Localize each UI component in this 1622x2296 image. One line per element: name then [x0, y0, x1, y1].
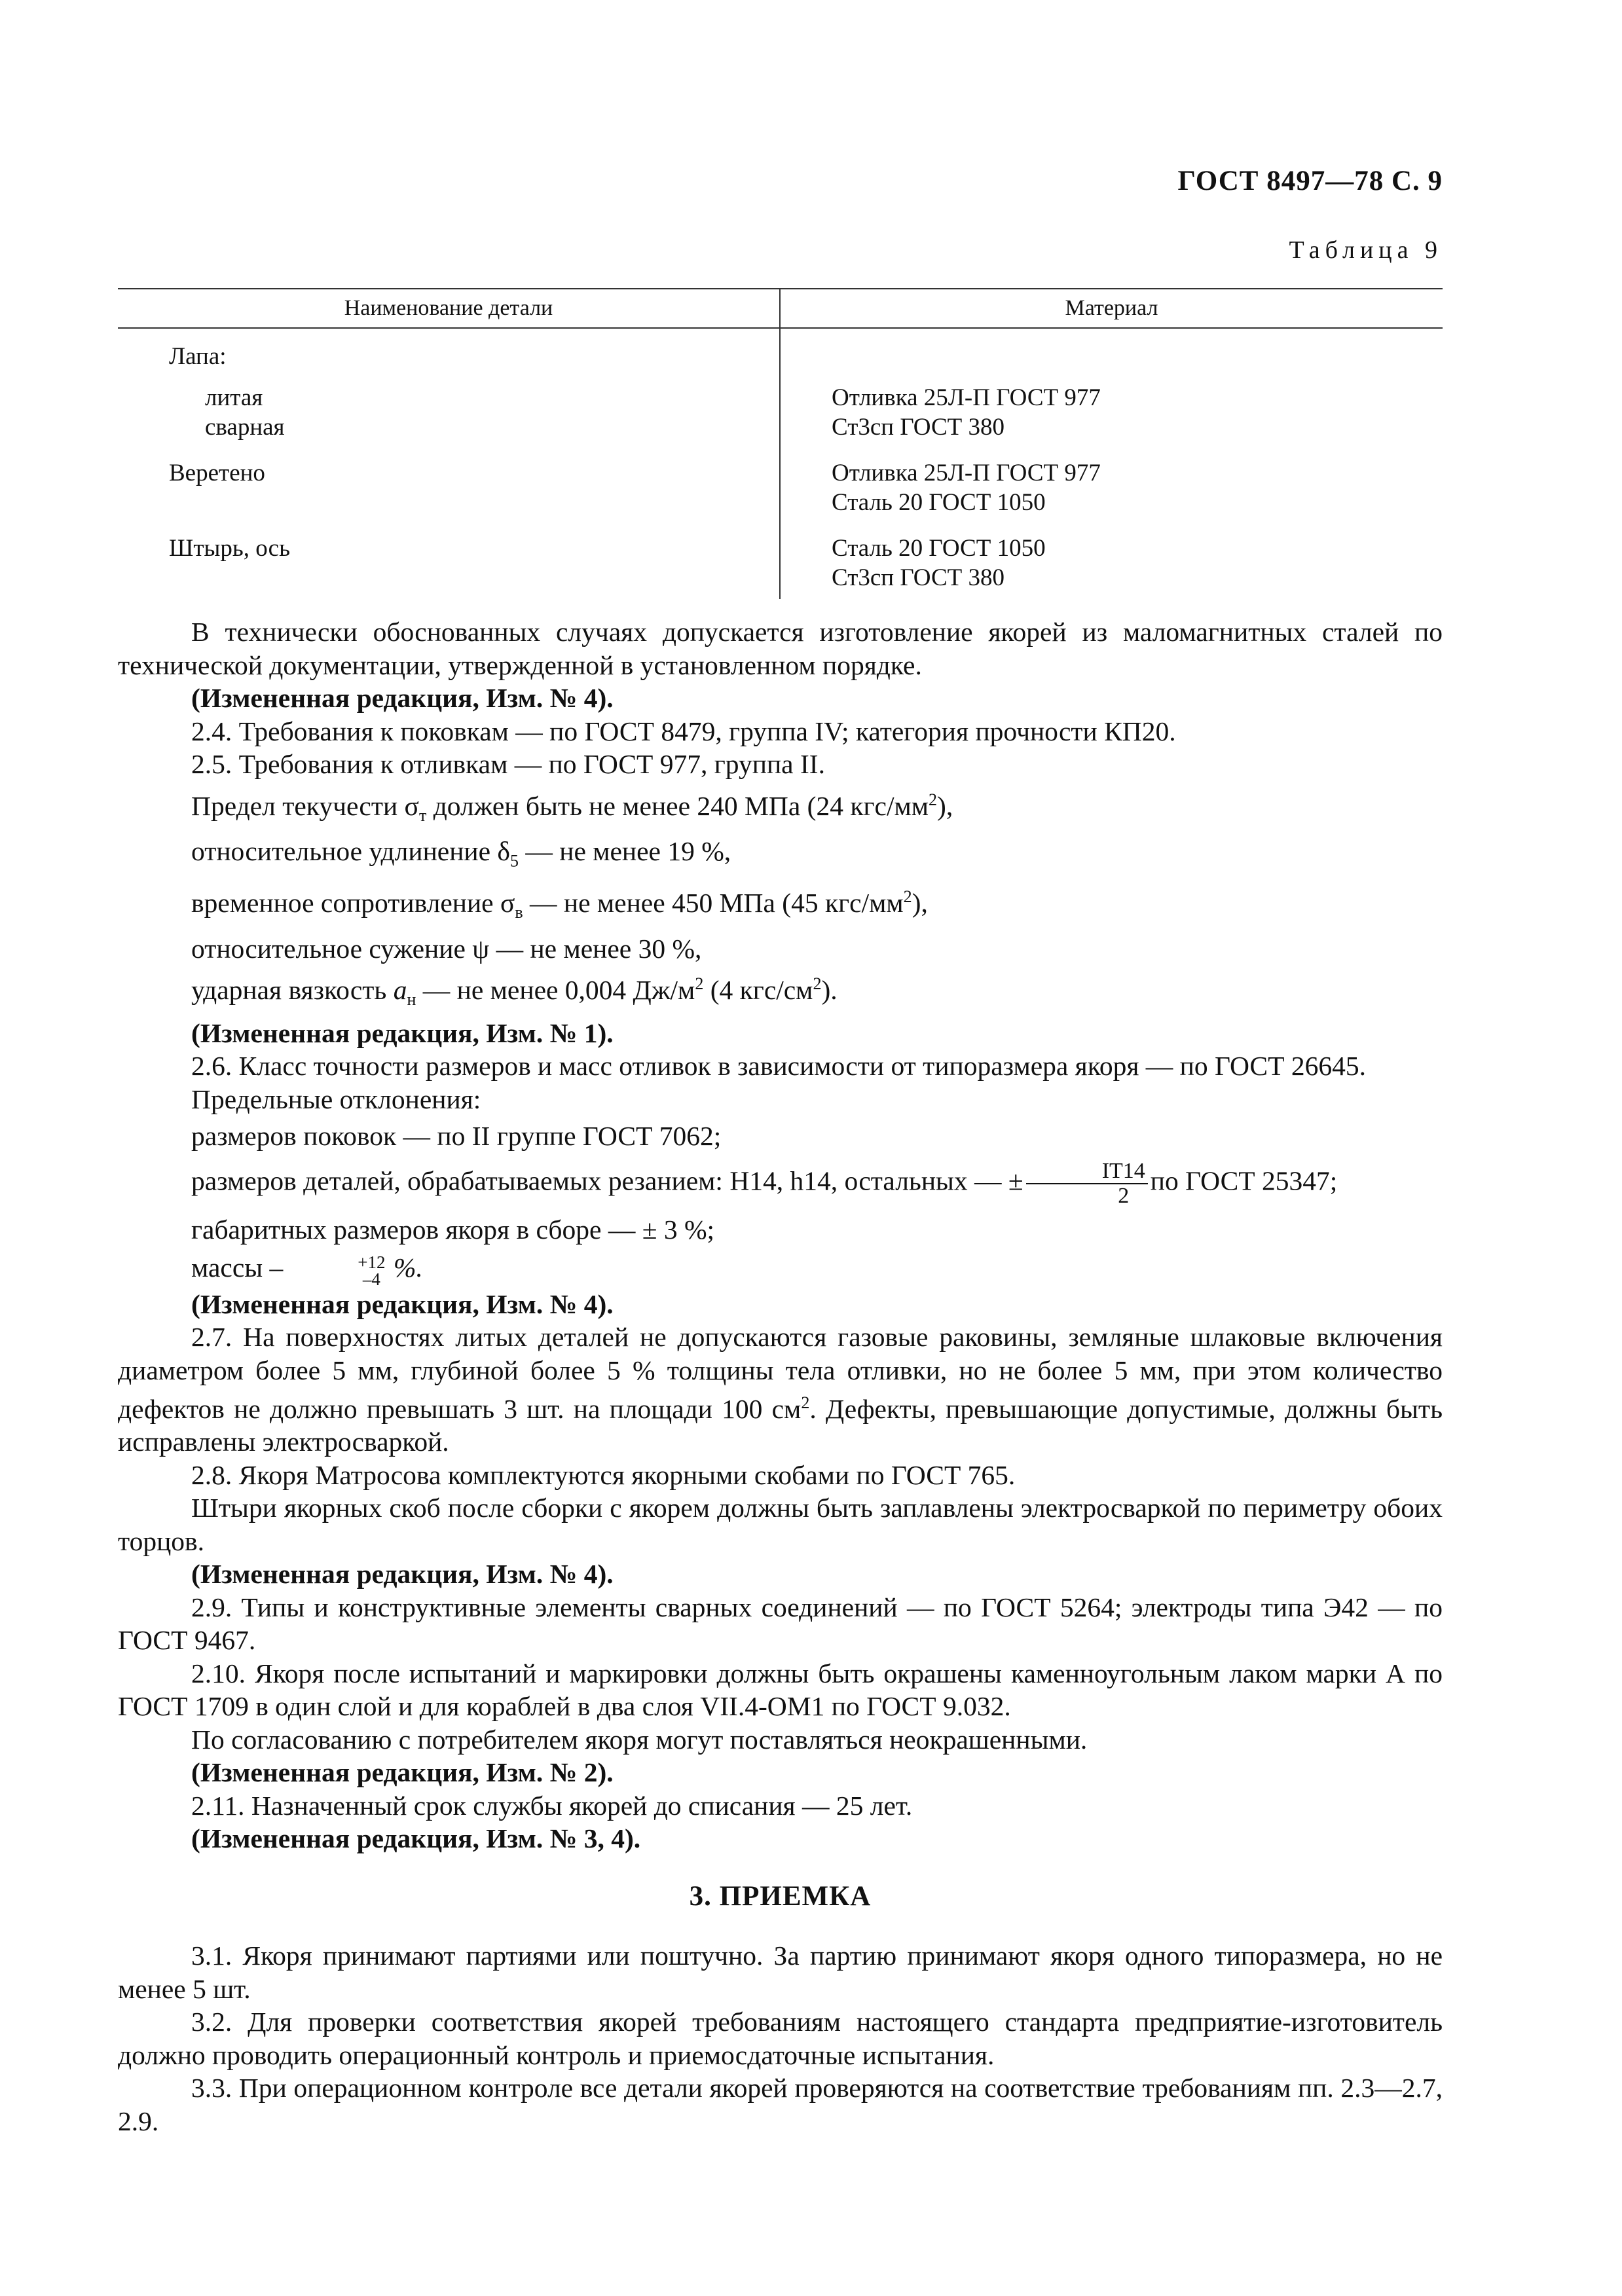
page-header: ГОСТ 8497—78 С. 9 — [1177, 166, 1443, 196]
elongation: относительное удлинение $\delta_5$ — не менее 19 %, — [191, 836, 731, 871]
table-cell-part: сварная — [205, 414, 285, 441]
body-text — [118, 615, 1443, 2138]
paragraph-2-4: 2.4. Требования к поковкам — по ГОСТ 8479, группа IV; категория прочности КП20. — [191, 716, 1176, 746]
tolerance-limits: +12 –4 — [358, 1252, 386, 1289]
table-cell-material: Сталь 20 ГОСТ 1050 — [832, 489, 1046, 516]
paragraph: габаритных размеров якоря в сборе — ± 3 %; — [191, 1214, 715, 1245]
paragraph-2-5: 2.5. Требования к отливкам — по ГОСТ 977, группа II. — [191, 749, 825, 779]
table-cell-material: Сталь 20 ГОСТ 1050 — [832, 535, 1046, 562]
revision-note: (Измененная редакция, Изм. № 1). — [191, 1017, 614, 1048]
paragraph-3-3: 3.3. При операционном контроле все детали якорей проверяются на соответствие требованиям пп. 2.3—2.7, 2.9. — [118, 2073, 1443, 2136]
table-cell-material: Отливка 25Л-П ГОСТ 977 — [832, 384, 1101, 411]
paragraph-2-7: 2.7. На поверхностях литых деталей не допускаются газовые раковины, земляные шлаковые включения диаметром более 5 мм, глубиной более 5 % толщины тела отливки, но не более 5 мм, при этом количество дефектов не должно превышать 3 шт. на площади 100 $см^2$. Дефекты, превышающие допустимые, должны быть исправлены электросваркой. — [118, 1322, 1443, 1457]
table-column-divider — [779, 288, 781, 599]
table-header-part: Наименование детали — [344, 296, 553, 320]
revision-note: (Измененная редакция, Изм. № 3, 4). — [191, 1823, 641, 1854]
paragraph-2-9: 2.9. Типы и конструктивные элементы сварных соединений — по ГОСТ 5264; электроды типа Э42 — по ГОСТ 9467. — [118, 1592, 1443, 1656]
paragraph-3-1: 3.1. Якоря принимают партиями или поштучно. За партию принимают якоря одного типоразмера, но не менее 5 шт. — [118, 1941, 1443, 2004]
table-cell-material: Отливка 25Л-П ГОСТ 977 — [832, 460, 1101, 486]
table-cell-part: Веретено — [169, 460, 265, 486]
revision-note: (Измененная редакция, Изм. № 2). — [191, 1757, 614, 1788]
tensile-strength: временное сопротивление $\sigma_в$ — не менее 450 МПа (45 кгс/$мм^2$), — [191, 886, 928, 922]
section-title: 3. ПРИЕМКА — [689, 1880, 872, 1912]
paragraph: По согласованию с потребителем якоря могут поставляться неокрашенными. — [191, 1724, 1088, 1755]
impact-toughness: ударная вязкость $а_н$ — не менее 0,004 $Дж/м^2$ (4 кгс/$см^2$). — [191, 974, 838, 1010]
table-cell-part: литая — [205, 384, 263, 411]
table-cell-material: Ст3сп ГОСТ 380 — [832, 564, 1005, 591]
paragraph-3-2: 3.2. Для проверки соответствия якорей требованиям настоящего стандарта предприятие-изготовитель должно проводить операционный контроль и приемосдаточные испытания. — [118, 2007, 1443, 2070]
fraction: $\frac{IT14}{2}$ — [1026, 1159, 1148, 1208]
paragraph-2-10: 2.10. Якоря после испытаний и маркировки должны быть окрашены каменноугольным лаком марки А по ГОСТ 1709 в один слой и для кораблей в два слоя VII.4-ОМ1 по ГОСТ 9.032. — [118, 1658, 1443, 1722]
paragraph-2-6: 2.6. Класс точности размеров и масс отливок в зависимости от типоразмера якоря — по ГОСТ 26645. — [191, 1051, 1366, 1082]
paragraph: размеров поковок — по II группе ГОСТ 7062; — [191, 1121, 722, 1152]
paragraph: Предельные отклонения: — [191, 1084, 481, 1114]
revision-note: (Измененная редакция, Изм. № 4). — [191, 683, 614, 713]
mass-tolerance: массы – +12 –4 %. — [191, 1252, 423, 1289]
paragraph-2-11: 2.11. Назначенный срок службы якорей до списания — 25 лет. — [191, 1790, 913, 1821]
table-header-material: Материал — [1065, 296, 1158, 320]
machined-tolerance: размеров деталей, обрабатываемых резанием: Н14, h14, остальных — ± $\frac{IT14}{2}$ по ГОСТ 25347; — [191, 1158, 1338, 1208]
paragraph: В технически обоснованных случаях допускается изготовление якорей из маломагнитных сталей по технической документации, утвержденной в установленном порядке. — [118, 617, 1443, 680]
paragraph-2-8: 2.8. Якоря Матросова комплектуются якорными скобами по ГОСТ 765. — [191, 1459, 1016, 1490]
table-cell-part: Штырь, ось — [169, 535, 290, 562]
table-label: Таблица 9 — [1289, 236, 1443, 264]
paragraph: Штыри якорных скоб после сборки с якорем должны быть заплавлены электросваркой по периметру обоих торцов. — [118, 1493, 1443, 1556]
revision-note: (Измененная редакция, Изм. № 4). — [191, 1559, 614, 1590]
revision-note: (Измененная редакция, Изм. № 4). — [191, 1288, 614, 1319]
reduction-of-area: относительное сужение ψ — не менее 30 %, — [191, 933, 702, 964]
yield-strength: Предел текучести $\sigma_т$ должен быть не менее 240 МПа (24 кгс/$мм^2$), — [191, 790, 953, 825]
table-cell-part: Лапа: — [169, 343, 227, 370]
table-cell-material: Ст3сп ГОСТ 380 — [832, 414, 1005, 441]
